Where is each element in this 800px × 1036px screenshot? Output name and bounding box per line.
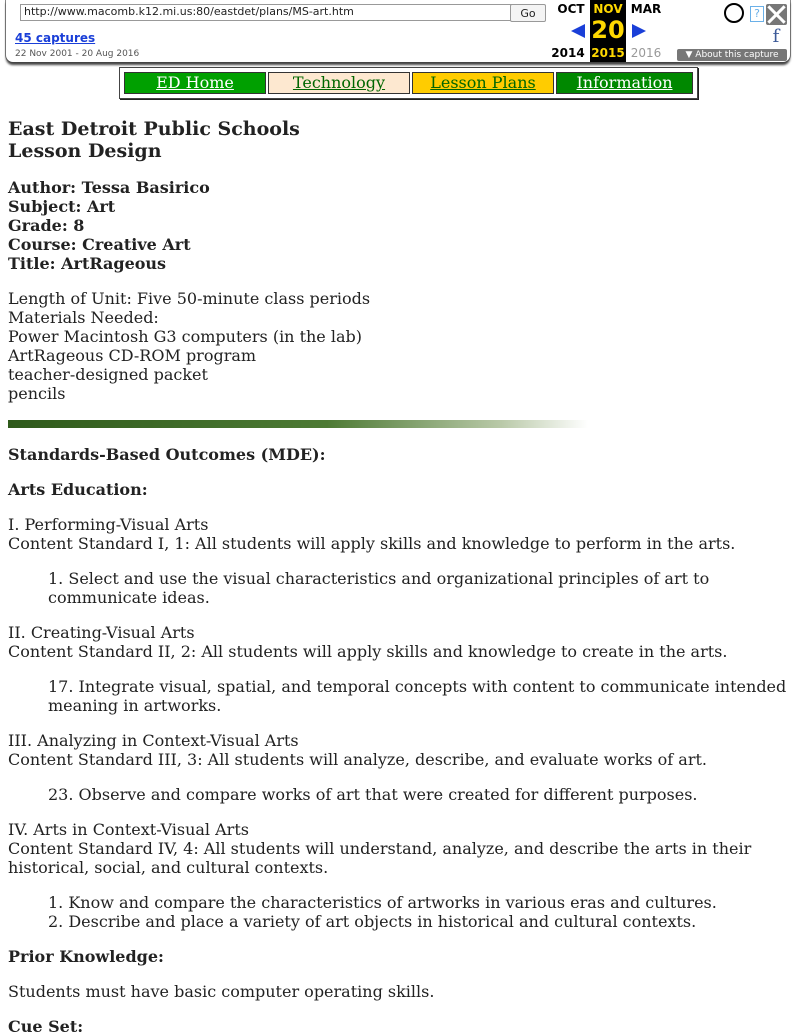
nav-technology[interactable]: Technology — [268, 72, 410, 94]
facebook-icon[interactable]: f — [772, 26, 780, 47]
nav-lesson-plans[interactable]: Lesson Plans — [412, 72, 554, 94]
prev-capture-arrow-icon[interactable] — [571, 24, 585, 38]
prev-month-link[interactable]: OCT — [557, 2, 585, 16]
material-item: pencils — [8, 384, 66, 403]
page-title-line1: East Detroit Public Schools — [8, 118, 300, 140]
next-year-link[interactable]: 2016 — [630, 46, 662, 60]
author: Author: Tessa Basirico — [8, 178, 210, 197]
benchmark-item: 23. Observe and compare works of art that were created for different purposes. — [48, 785, 698, 804]
site-nav — [119, 67, 698, 99]
content-standard: Content Standard IV, 4: All students will understand, analyze, and describe the arts in their historical, social, and cultural contexts. — [8, 839, 752, 877]
go-button[interactable]: Go — [510, 4, 546, 22]
standard-title: III. Analyzing in Context-Visual Arts — [8, 731, 299, 750]
gradient-divider — [8, 420, 588, 428]
wayback-url-input[interactable]: http://www.macomb.k12.mi.us:80/eastdet/plans/MS-art.htm — [20, 4, 512, 21]
next-month-link[interactable]: MAR — [630, 2, 662, 16]
help-icon[interactable]: ? — [750, 6, 764, 22]
wayback-toolbar — [6, 0, 790, 62]
standard-title: II. Creating-Visual Arts — [8, 623, 195, 642]
materials-label: Materials Needed: — [8, 308, 159, 327]
content-standard: Content Standard II, 2: All students will apply skills and knowledge to create in the arts. — [8, 642, 728, 661]
standard-title: IV. Arts in Context-Visual Arts — [8, 820, 249, 839]
unit-length: Length of Unit: Five 50-minute class periods — [8, 289, 371, 308]
material-item: Power Macintosh G3 computers (in the lab) — [8, 327, 362, 346]
nav-information[interactable]: Information — [556, 72, 693, 94]
next-capture-arrow-icon[interactable] — [632, 24, 646, 38]
prior-knowledge-heading: Prior Knowledge: — [8, 947, 164, 966]
course: Course: Creative Art — [8, 235, 191, 254]
captures-link[interactable]: 45 captures — [15, 31, 96, 45]
content-standard: Content Standard III, 3: All students will analyze, describe, and evaluate works of art. — [8, 750, 707, 769]
benchmark-item: 2. Describe and place a variety of art objects in historical and cultural contexts. — [48, 912, 697, 931]
current-capture-date — [590, 0, 626, 62]
subject: Subject: Art — [8, 197, 116, 216]
material-item: teacher-designed packet — [8, 365, 208, 384]
arts-education-heading: Arts Education: — [8, 480, 148, 499]
page-title-line2: Lesson Design — [8, 140, 162, 162]
benchmark-item: 1. Know and compare the characteristics of artworks in various eras and cultures. — [48, 893, 717, 912]
about-capture-button[interactable]: ▼ About this capture — [677, 49, 787, 61]
close-icon[interactable] — [766, 4, 787, 25]
current-day: 20 — [591, 16, 625, 44]
cue-set-heading: Cue Set: — [8, 1017, 84, 1036]
nav-ed-home[interactable]: ED Home — [124, 72, 266, 94]
capture-date-range: 22 Nov 2001 - 20 Aug 2016 — [15, 49, 140, 59]
content-standard: Content Standard I, 1: All students will apply skills and knowledge to perform in the arts. — [8, 534, 736, 553]
current-month: NOV — [593, 2, 623, 16]
benchmark-item: 17. Integrate visual, spatial, and temporal concepts with content to communicate intended meaning in artworks. — [48, 677, 787, 715]
grade: Grade: 8 — [8, 216, 85, 235]
material-item: ArtRageous CD-ROM program — [8, 346, 257, 365]
circle-icon[interactable] — [724, 3, 744, 23]
prev-year-link[interactable]: 2014 — [551, 46, 585, 60]
lesson-title: Title: ArtRageous — [8, 254, 167, 273]
benchmark-item: 1. Select and use the visual characteristics and organizational principles of art to communicate ideas. — [48, 569, 710, 607]
lesson-content — [8, 118, 792, 1036]
standard-title: I. Performing-Visual Arts — [8, 515, 209, 534]
prior-knowledge-text: Students must have basic computer operating skills. — [8, 982, 435, 1001]
standards-heading: Standards-Based Outcomes (MDE): — [8, 445, 326, 464]
current-year: 2015 — [591, 46, 625, 60]
